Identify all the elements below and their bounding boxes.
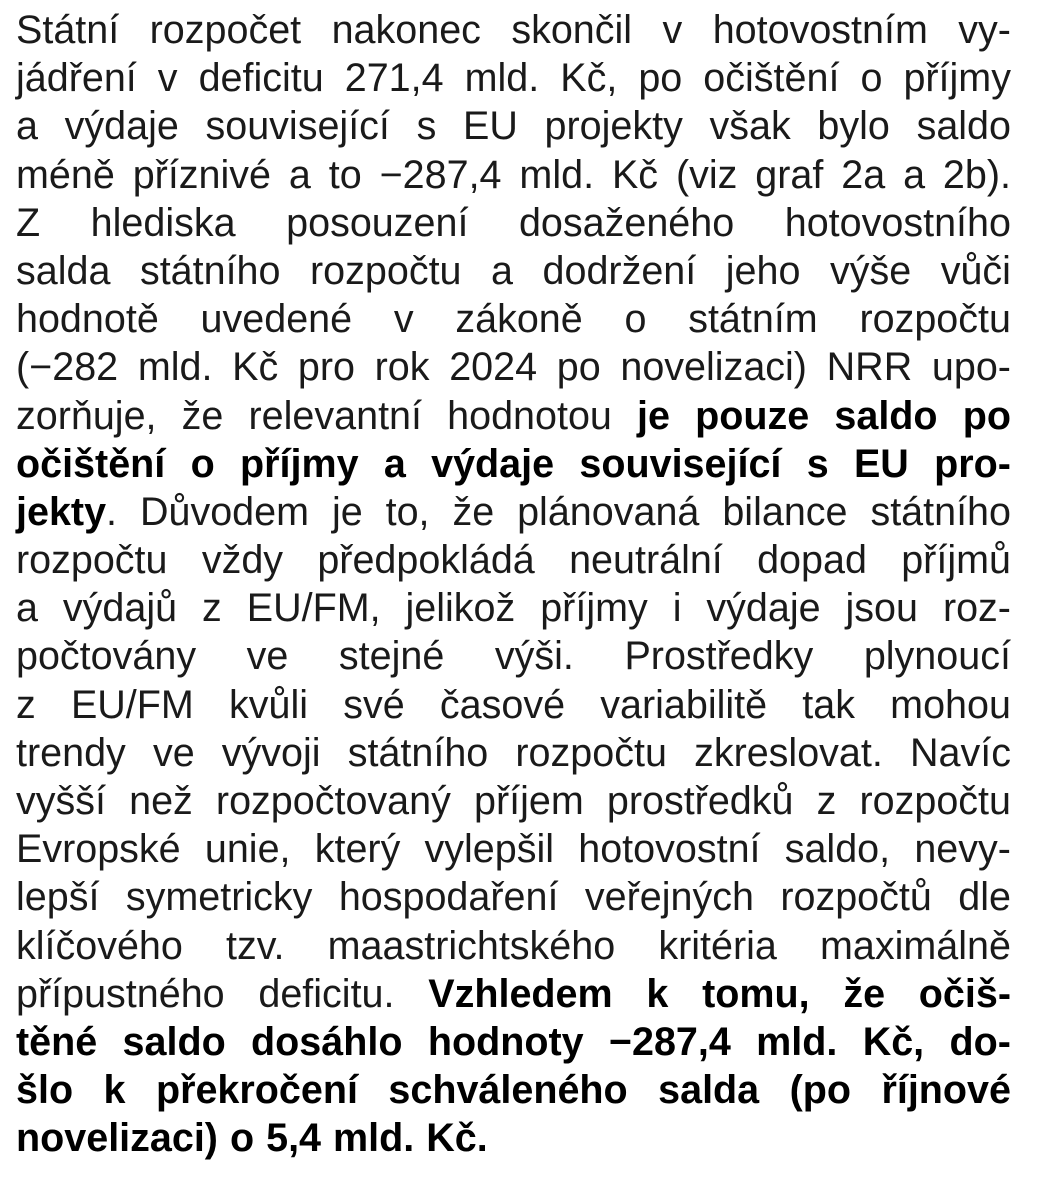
- word: uvedené: [200, 297, 353, 342]
- bold-text: o: [190, 441, 215, 486]
- word: související: [205, 104, 390, 149]
- word: EU/FM,: [246, 586, 381, 631]
- word: o: [624, 297, 647, 342]
- word: [123, 1018, 226, 1066]
- bold-text: pro-: [934, 441, 1011, 486]
- word: −287,4: [379, 152, 502, 197]
- bold-text: schváleného: [388, 1068, 628, 1113]
- word: rozpočtovaný: [215, 779, 451, 823]
- word: z: [16, 682, 36, 727]
- word: hodnotě: [16, 297, 159, 342]
- word: kvůli: [229, 682, 309, 727]
- word: [695, 392, 809, 440]
- word: výdaje: [64, 104, 179, 149]
- word: bilance: [722, 489, 848, 534]
- word: [854, 440, 909, 488]
- bold-text: (po: [789, 1068, 852, 1113]
- word: tzv.: [225, 923, 285, 968]
- word: ve: [246, 634, 289, 679]
- word: unie,: [204, 827, 291, 872]
- word: [230, 1114, 254, 1162]
- word: výše: [829, 248, 912, 293]
- bold-text: tomu,: [702, 971, 810, 1016]
- bold-text: EU: [853, 441, 909, 486]
- word: příjmy: [540, 586, 648, 631]
- word: pro: [297, 345, 355, 390]
- bold-text: salda: [658, 1068, 760, 1113]
- word: rozpočtu: [859, 779, 1011, 823]
- word: z: [816, 779, 837, 823]
- word: [266, 1114, 321, 1162]
- text-line: [16, 392, 1011, 440]
- word: hospodaření: [338, 875, 559, 920]
- word: vývoji: [221, 730, 321, 775]
- word: v: [393, 297, 414, 342]
- word: své: [343, 682, 405, 727]
- word: vylepšil: [424, 827, 555, 872]
- word: jádření: [16, 56, 137, 101]
- word: 271,4: [344, 56, 444, 101]
- word: lepší: [16, 875, 100, 920]
- bold-text: související: [579, 441, 782, 486]
- bold-text: že: [843, 971, 886, 1016]
- word: příjmů: [901, 538, 1011, 583]
- word: [16, 1018, 97, 1066]
- word: rozpočtu: [515, 730, 667, 775]
- bold-text: šlo: [16, 1068, 74, 1113]
- word: výši.: [494, 634, 574, 679]
- word: však: [709, 104, 791, 149]
- word: jeho: [725, 248, 801, 293]
- word: státním: [688, 297, 818, 342]
- word: rozpočtů: [780, 875, 932, 920]
- word: vůči: [940, 248, 1011, 293]
- word: dosaženého: [518, 200, 735, 245]
- word: maastrichtského: [327, 923, 616, 968]
- word: upo-: [931, 345, 1011, 390]
- word: projekty: [544, 104, 683, 149]
- word: to: [328, 152, 362, 197]
- word: plánovaná: [517, 489, 700, 534]
- text-line: [16, 247, 1011, 295]
- word: stejné: [338, 634, 445, 679]
- word: [963, 392, 1011, 440]
- word: [426, 1114, 487, 1162]
- word: [843, 970, 885, 1018]
- word: Prostředky: [624, 634, 814, 679]
- word: vyšší: [16, 779, 106, 823]
- word: [16, 1066, 73, 1114]
- text-line: [16, 873, 1011, 921]
- word: [104, 1066, 126, 1114]
- bold-text: pouze: [695, 393, 810, 438]
- word: státního: [139, 248, 281, 293]
- text-line: [16, 970, 1011, 1018]
- word: rozpočtu: [16, 538, 168, 583]
- bold-text: jekty: [16, 489, 107, 534]
- bold-text: očiš-: [918, 971, 1011, 1016]
- word: mld.: [519, 152, 595, 197]
- word: EU: [463, 104, 518, 149]
- word: variabilitě: [600, 682, 768, 727]
- word: (−282: [16, 345, 119, 390]
- word: dodržení: [542, 248, 697, 293]
- word: posouzení: [286, 200, 469, 245]
- word: jelikož: [405, 586, 516, 631]
- word: [919, 970, 1011, 1018]
- text-line: [16, 922, 1011, 970]
- word: který: [314, 827, 401, 872]
- word: deficitu.: [258, 971, 395, 1016]
- word: [790, 1066, 851, 1114]
- word: saldo: [916, 104, 1011, 149]
- bold-text: −287,4: [608, 1019, 731, 1064]
- word: že: [452, 489, 495, 534]
- word: Kč: [611, 152, 659, 197]
- word: Důvodem: [139, 489, 310, 534]
- word: z: [202, 586, 222, 631]
- text-line: [16, 729, 1011, 777]
- word: hlediska: [90, 200, 236, 245]
- text-line: [16, 584, 1011, 632]
- word: příjmy: [903, 56, 1011, 101]
- word: [881, 1066, 1011, 1114]
- word: skončil: [511, 8, 633, 52]
- word: saldo,: [784, 827, 891, 872]
- word: [428, 1018, 584, 1066]
- word: bylo: [817, 104, 890, 149]
- word: graf: [755, 152, 824, 197]
- bold-text: saldo: [122, 1019, 226, 1064]
- word: a: [16, 104, 38, 149]
- word: prostředků: [606, 779, 794, 823]
- word: [251, 1018, 402, 1066]
- word: maximálně: [819, 923, 1011, 968]
- text-line: [16, 151, 1011, 199]
- bold-text: Vzhledem: [428, 971, 613, 1016]
- word: zorňuje,: [16, 393, 157, 438]
- word: mohou: [890, 682, 1011, 727]
- bold-text: 5,4: [266, 1116, 322, 1161]
- word: po: [556, 345, 601, 390]
- bold-text: těné: [16, 1019, 98, 1064]
- word: kritéria: [658, 923, 777, 968]
- word: očištění: [703, 56, 840, 101]
- text-line: [16, 54, 1011, 102]
- word: [428, 970, 612, 1018]
- punctuation: .: [106, 489, 118, 534]
- word: [658, 1066, 759, 1114]
- bold-text: saldo: [834, 393, 938, 438]
- word: 2b).: [942, 152, 1011, 197]
- bold-text: je: [637, 393, 670, 438]
- word: [609, 1018, 731, 1066]
- word: [16, 440, 165, 488]
- word: [16, 1114, 218, 1162]
- word: i: [672, 586, 682, 631]
- bold-text: očištění: [16, 441, 166, 486]
- word: relevantní: [248, 393, 422, 438]
- word: příznivé: [132, 152, 272, 197]
- bold-text: s: [806, 441, 829, 486]
- word: [863, 1018, 924, 1066]
- text-line: [16, 199, 1011, 247]
- bold-text: hodnoty: [427, 1019, 584, 1064]
- word: klíčového: [16, 923, 183, 968]
- word: rozpočet: [149, 8, 302, 52]
- word: NRR: [826, 345, 913, 390]
- word: Kč: [232, 345, 279, 390]
- bold-text: dosáhlo: [251, 1019, 403, 1064]
- word: symetricky: [125, 875, 313, 920]
- bold-text: říjnové: [881, 1068, 1011, 1113]
- word: nakonec: [331, 8, 481, 52]
- word: hotovostním: [712, 8, 928, 52]
- text-line: [16, 6, 1011, 54]
- bold-text: překročení: [155, 1068, 358, 1113]
- word: [240, 440, 359, 488]
- word: Kč,: [560, 56, 618, 101]
- word: počtovány: [16, 634, 197, 679]
- word: rozpočtu: [310, 248, 462, 293]
- word: předpokládá: [317, 538, 535, 583]
- text-line: [16, 1114, 1011, 1162]
- text-line: [16, 777, 1011, 825]
- word: hotovostního: [784, 200, 1011, 245]
- word: vy-: [958, 8, 1011, 52]
- word: v: [157, 56, 178, 101]
- word: [333, 1114, 414, 1162]
- bold-text: mld.: [756, 1019, 838, 1064]
- word: [834, 392, 937, 440]
- word: 2a: [841, 152, 886, 197]
- word: než: [129, 779, 193, 823]
- text-line: [16, 825, 1011, 873]
- word: [384, 440, 406, 488]
- bold-text: o: [229, 1116, 255, 1161]
- text-line: [16, 1018, 1011, 1066]
- word: [949, 1018, 1010, 1066]
- bold-text: mld.: [333, 1116, 415, 1161]
- word: Z: [16, 200, 41, 245]
- bold-text: k: [646, 971, 669, 1016]
- word: výdaje: [706, 586, 821, 631]
- word: [431, 440, 554, 488]
- word: že: [181, 393, 224, 438]
- bold-text: výdaje: [431, 441, 555, 486]
- word: [646, 970, 668, 1018]
- word: Evropské: [16, 827, 181, 872]
- text-line: [16, 343, 1011, 391]
- bold-text: Kč,: [862, 1019, 925, 1064]
- word: státního: [870, 489, 1011, 534]
- text-line: [16, 536, 1011, 584]
- word: s: [416, 104, 437, 149]
- word: příjem: [473, 779, 584, 823]
- word: [16, 488, 117, 536]
- word: deficitu: [198, 56, 324, 101]
- word: přípustného: [16, 971, 225, 1016]
- word: a: [288, 152, 311, 197]
- text-line: [16, 681, 1011, 729]
- word: EU/FM: [70, 682, 194, 727]
- word: Státní: [16, 8, 120, 52]
- word: [637, 392, 670, 440]
- text-line: [16, 102, 1011, 150]
- word: [579, 440, 781, 488]
- text-line: [16, 488, 1011, 536]
- word: jsou: [845, 586, 918, 631]
- word: [702, 970, 810, 1018]
- bold-text: do-: [949, 1019, 1011, 1064]
- word: a: [903, 152, 926, 197]
- text-line: [16, 295, 1011, 343]
- bold-text: příjmy: [240, 441, 359, 486]
- word: dopad: [757, 538, 867, 583]
- word: v: [662, 8, 683, 52]
- word: [191, 440, 215, 488]
- bold-text: a: [383, 441, 406, 486]
- word: neutrální: [569, 538, 723, 583]
- word: méně: [16, 152, 115, 197]
- word: nevy-: [914, 827, 1011, 872]
- word: roz-: [942, 586, 1011, 631]
- word: a: [491, 248, 514, 293]
- word: [934, 440, 1011, 488]
- text-line: [16, 632, 1011, 680]
- word: dle: [958, 875, 1011, 920]
- text-line: [16, 1066, 1011, 1114]
- word: časové: [439, 682, 566, 727]
- word: [756, 1018, 837, 1066]
- word: [156, 1066, 358, 1114]
- word: [388, 1066, 627, 1114]
- word: státního: [347, 730, 489, 775]
- word: zákoně: [455, 297, 583, 342]
- word: [807, 440, 829, 488]
- document-paragraph: [16, 0, 1011, 1163]
- word: vždy: [201, 538, 284, 583]
- word: mld.: [137, 345, 213, 390]
- bold-text: po: [962, 393, 1011, 438]
- word: trendy: [16, 730, 126, 775]
- word: tak: [802, 682, 855, 727]
- word: je: [331, 489, 363, 534]
- word: po: [638, 56, 683, 101]
- word: 2024: [449, 345, 538, 390]
- bold-text: novelizaci): [16, 1116, 218, 1161]
- word: ve: [152, 730, 195, 775]
- word: salda: [16, 248, 111, 293]
- word: rozpočtu: [859, 297, 1011, 342]
- word: a: [16, 586, 38, 631]
- word: hotovostní: [578, 827, 761, 872]
- word: rok: [374, 345, 430, 390]
- text-line: [16, 440, 1011, 488]
- word: hodnotou: [447, 393, 612, 438]
- word: plynoucí: [863, 634, 1011, 679]
- word: výdajů: [62, 586, 178, 631]
- word: (viz: [675, 152, 738, 197]
- word: novelizaci): [620, 345, 807, 390]
- word: Navíc: [910, 730, 1011, 775]
- word: to,: [385, 489, 430, 534]
- word: mld.: [464, 56, 540, 101]
- bold-text: Kč.: [426, 1116, 488, 1161]
- word: veřejných: [584, 875, 754, 920]
- bold-text: k: [103, 1068, 126, 1113]
- word: o: [860, 56, 883, 101]
- word: zkreslovat.: [694, 730, 883, 775]
